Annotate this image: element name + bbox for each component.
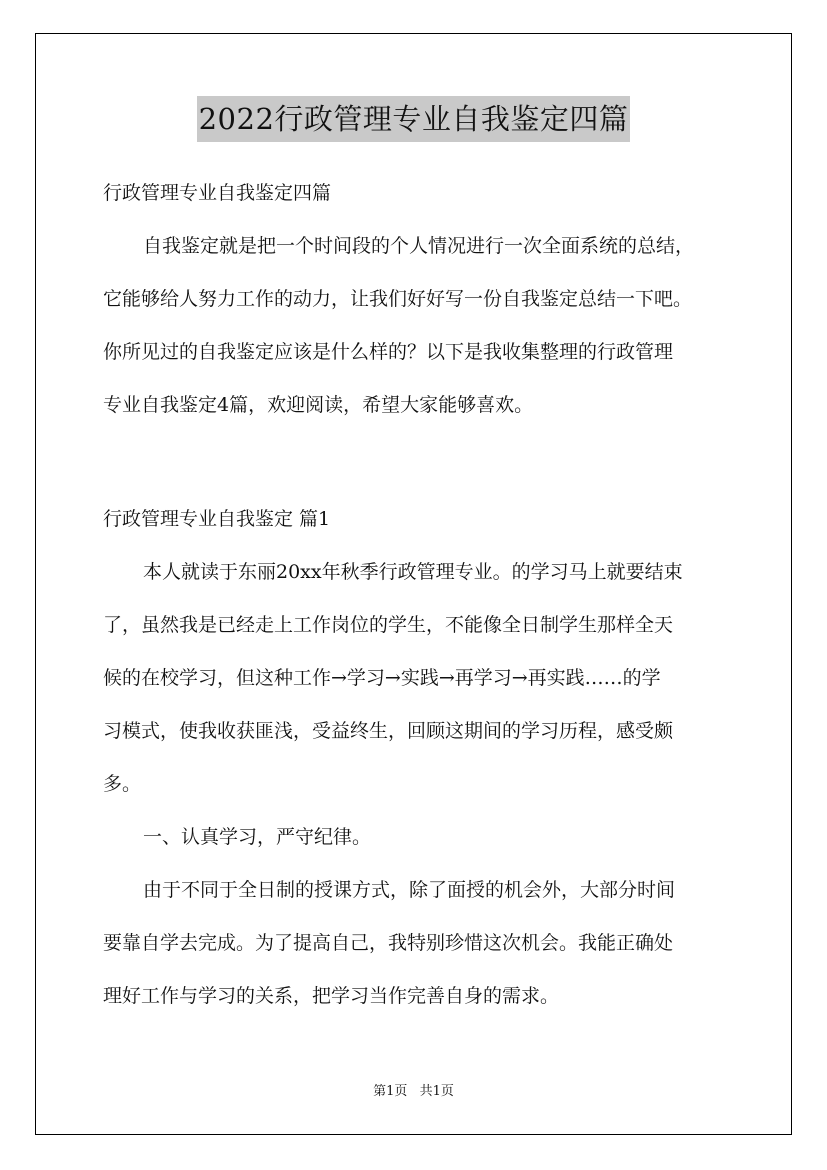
document-title: 2022行政管理专业自我鉴定四篇 (197, 96, 631, 142)
paragraph-line: 由于不同于全日制的授课方式，除了面授的机会外，大部分时间 (143, 879, 676, 901)
section-heading: 行政管理专业自我鉴定 篇1 (103, 508, 331, 530)
document-subtitle: 行政管理专业自我鉴定四篇 (103, 182, 332, 204)
paragraph-line: 了，虽然我是已经走上工作岗位的学生，不能像全日制学生那样全天 (103, 614, 674, 636)
section-block (103, 493, 743, 1023)
title-wrapper (0, 96, 827, 142)
page-footer (0, 1082, 827, 1102)
page-number: 第1页 (373, 1084, 408, 1099)
page-total: 共1页 (419, 1084, 454, 1099)
intro-line: 自我鉴定就是把一个时间段的个人情况进行一次全面系统的总结， (143, 235, 695, 257)
intro-line: 你所见过的自我鉴定应该是什么样的？以下是我收集整理的行政管理 (103, 341, 674, 363)
intro-block (103, 167, 743, 432)
paragraph-line: 候的在校学习，但这种工作→学习→实践→再学习→再实践……的学 (103, 667, 661, 689)
intro-line: 它能够给人努力工作的动力，让我们好好写一份自我鉴定总结一下吧。 (103, 288, 693, 310)
paragraph-line: 理好工作与学习的关系，把学习当作完善自身的需求。 (103, 985, 560, 1007)
paragraph-line: 多。 (103, 773, 142, 795)
intro-line: 专业自我鉴定4篇，欢迎阅读，希望大家能够喜欢。 (103, 394, 534, 416)
subheading-line: 一、认真学习，严守纪律。 (143, 826, 372, 848)
paragraph-line: 本人就读于东丽20xx年秋季行政管理专业。的学习马上就要结束 (143, 561, 683, 583)
paragraph-line: 习模式，使我收获匪浅，受益终生，回顾这期间的学习历程，感受颇 (103, 720, 674, 742)
paragraph-line: 要靠自学去完成。为了提高自己，我特别珍惜这次机会。我能正确处 (103, 932, 674, 954)
